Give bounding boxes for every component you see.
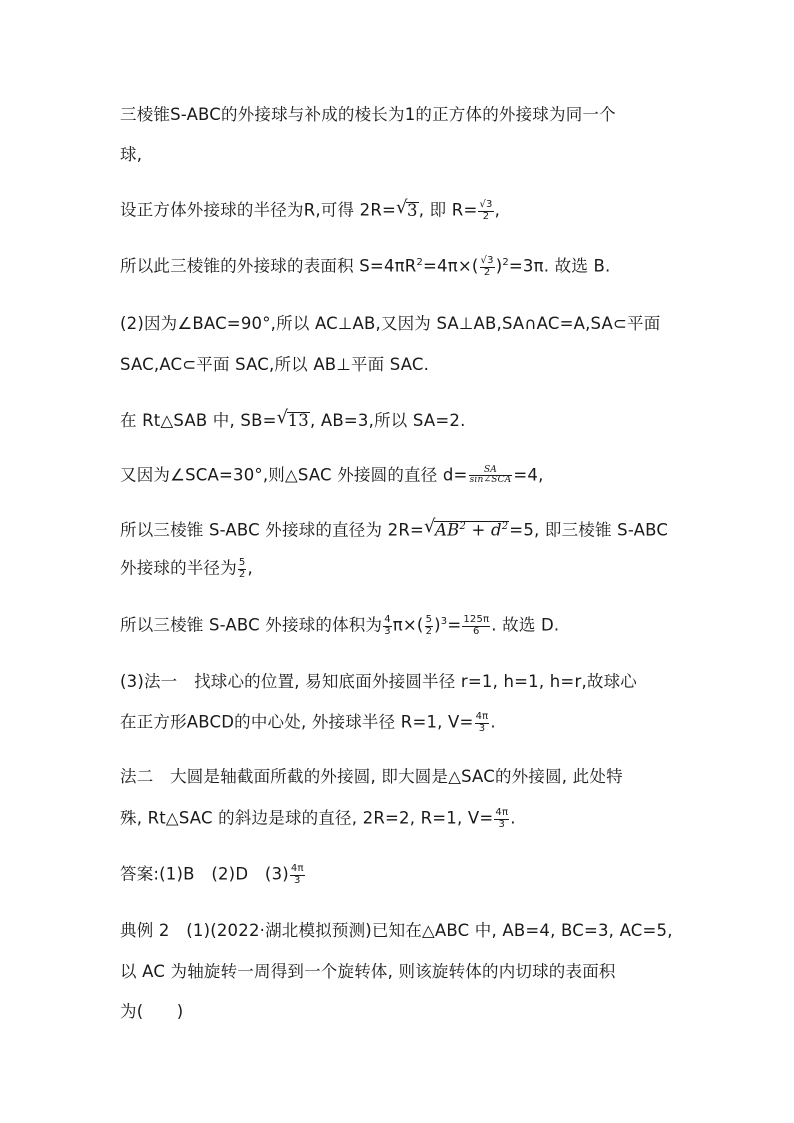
text: (2)因为∠BAC=90°,所以 AC⊥AB,又因为 SA⊥AB,SA∩AC=A,SA⊂平面 (120, 314, 661, 333)
sqrt (424, 516, 509, 540)
fraction (475, 712, 490, 734)
text: =5, 即三棱锥 S-ABC (509, 520, 669, 540)
radicand (434, 521, 509, 539)
numerator: √3 (479, 199, 493, 210)
text: 所以三棱锥 S-ABC 外接球的直径为 2R= (120, 520, 425, 540)
line-2 (120, 147, 142, 164)
fraction (383, 615, 392, 637)
text: , (247, 558, 253, 578)
fraction (478, 200, 493, 222)
denominator: 2 (238, 568, 246, 580)
radicand: 3 (407, 200, 418, 220)
line-5 (120, 316, 660, 333)
denominator: 6 (462, 626, 490, 638)
text: , (494, 200, 501, 220)
line-13 (120, 712, 496, 734)
text: SAC,AC⊂平面 SAC,所以 AB⊥平面 SAC. (120, 355, 430, 374)
text: 殊, Rt△SAC 的斜边是球的直径, 2R=2, R=1, V= (120, 808, 494, 828)
line-17 (120, 923, 673, 940)
exponent: 2 (501, 521, 509, 532)
line-11 (120, 615, 559, 637)
text: 三棱锥S-ABC的外接球与补成的棱长为1的正方体的外接球为同一个 (120, 105, 616, 124)
line-7 (120, 407, 466, 430)
denominator: 3 (290, 875, 305, 887)
text: , 即 R= (418, 200, 478, 220)
exponent: 2 (416, 257, 424, 268)
denominator: 3 (384, 625, 391, 637)
fraction (238, 558, 247, 580)
numerator: √3 (480, 255, 494, 266)
radical-sign: √ (424, 516, 436, 537)
line-3 (120, 196, 501, 222)
text: 法二 大圆是轴截面所截的外接圆, 即大圆是△SAC的外接圆, 此处特 (120, 767, 623, 786)
text: = (447, 615, 462, 635)
sqrt (276, 407, 310, 430)
line-1 (120, 107, 616, 124)
text: ) (495, 256, 503, 276)
numerator: 4π (475, 711, 489, 722)
numerator: 4 (384, 614, 391, 625)
numerator: 5 (425, 614, 433, 625)
text: 以 AC 为轴旋转一周得到一个旋转体, 则该旋转体的内切球的表面积 (120, 962, 616, 981)
line-18 (120, 964, 616, 981)
fraction (462, 615, 490, 637)
numerator: SA (483, 465, 498, 475)
text: 所以三棱锥 S-ABC 外接球的体积为 (120, 615, 383, 635)
text: 在 Rt△SAB 中, SB= (120, 411, 277, 430)
fraction (469, 466, 513, 486)
text: 答案:(1)B (2)D (3) (120, 864, 289, 884)
text: ) (434, 615, 441, 635)
line-16-answer (120, 864, 306, 886)
term: + d (466, 520, 502, 540)
numerator: 4π (290, 863, 304, 874)
text: 为( ) (120, 1002, 184, 1021)
denominator: 2 (425, 625, 433, 637)
text: 又因为∠SCA=30°,则△SAC 外接圆的直径 d= (120, 465, 468, 485)
text: , AB=3,所以 SA=2. (310, 411, 466, 430)
line-15 (120, 808, 516, 830)
exponent: 3 (440, 616, 448, 627)
term: AB (435, 520, 460, 540)
text: 外接球的半径为 (120, 558, 237, 578)
text: (3)法一 找球心的位置, 易知底面外接圆半径 r=1, h=1, h=r,故球心 (120, 672, 637, 691)
denominator: 3 (494, 819, 509, 831)
numerator: 4π (495, 807, 509, 818)
fraction (290, 864, 305, 886)
denominator: 2 (480, 267, 495, 279)
line-14 (120, 769, 623, 786)
text: =3π. 故选 B. (508, 256, 611, 276)
text: 在正方形ABCD的中心处, 外接球半径 R=1, V= (120, 712, 474, 732)
text: =4, (513, 465, 544, 485)
text: =4π×( (423, 256, 479, 276)
numerator: 125π (463, 614, 490, 625)
exponent: 2 (459, 521, 467, 532)
line-19 (120, 1004, 183, 1021)
text: . (510, 808, 516, 828)
line-9 (120, 516, 669, 540)
text: 球, (120, 145, 143, 164)
text: 典例 2 (1)(2022·湖北模拟预测)已知在△ABC 中, AB=4, BC=3, AC=5, (120, 921, 673, 940)
text: . (490, 712, 496, 732)
denominator: 3 (475, 723, 490, 735)
radical-sign: √ (276, 407, 289, 428)
fraction (425, 615, 434, 637)
denominator: 2 (478, 211, 493, 223)
line-4 (120, 256, 610, 278)
text: 设正方体外接球的半径为R,可得 2R= (120, 200, 397, 220)
denominator: sin∠SCA (469, 475, 512, 486)
sqrt (396, 196, 419, 220)
line-8 (120, 466, 544, 486)
line-12 (120, 674, 637, 691)
radicand: 13 (287, 411, 310, 430)
numerator: 5 (238, 557, 246, 568)
fraction (480, 256, 495, 278)
line-6 (120, 357, 429, 374)
text: . 故选 D. (491, 615, 560, 635)
exponent: 2 (502, 257, 509, 268)
fraction (494, 808, 509, 830)
radical-sign: √ (396, 196, 408, 218)
text: 所以此三棱锥的外接球的表面积 S=4πR (120, 256, 417, 276)
text: π×( (392, 615, 424, 635)
line-10 (120, 558, 253, 580)
